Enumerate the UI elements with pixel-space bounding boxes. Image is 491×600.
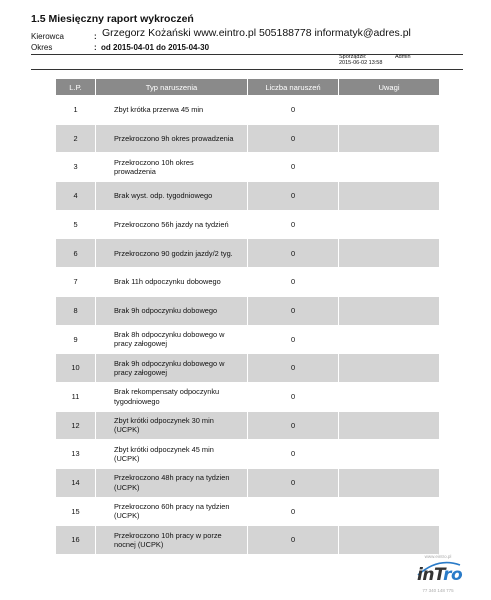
violation-type-line: Zbyt krótki odpoczynek 30 min xyxy=(114,415,214,425)
row-notes xyxy=(339,497,440,526)
violation-type-line: Przekroczono 48h pracy na tydzien xyxy=(114,473,230,483)
row-count: 0 xyxy=(248,440,339,469)
period-label: Okres xyxy=(31,43,53,52)
driver-colon: : xyxy=(94,32,97,41)
violation-type-line: (UCPK) xyxy=(114,482,140,492)
table-row xyxy=(56,382,440,411)
row-lp: 10 xyxy=(56,354,96,383)
row-lp: 4 xyxy=(56,182,96,211)
violation-type-line: pracy załogowej xyxy=(114,368,167,378)
row-lp: 16 xyxy=(56,526,96,555)
table-row xyxy=(56,468,440,497)
row-lp: 6 xyxy=(56,239,96,268)
row-count: 0 xyxy=(248,239,339,268)
row-notes xyxy=(339,182,440,211)
row-violation-type xyxy=(96,96,248,125)
row-notes xyxy=(339,440,440,469)
row-count: 0 xyxy=(248,96,339,125)
violation-type-line: (UCPK) xyxy=(114,425,140,435)
row-notes xyxy=(339,325,440,354)
row-count: 0 xyxy=(248,497,339,526)
logo-wordmark xyxy=(417,565,462,585)
table-row xyxy=(56,268,440,297)
violation-type-line: Przekroczono 9h okres prowadzenia xyxy=(114,133,234,143)
row-violation-type xyxy=(96,296,248,325)
row-lp: 7 xyxy=(56,268,96,297)
violation-type-line: Przekroczono 90 godzin jazdy/2 tyg. xyxy=(114,248,233,258)
violation-type-line: Zbyt krótka przerwa 45 min xyxy=(114,105,204,115)
row-notes xyxy=(339,468,440,497)
header-lp: L.P. xyxy=(56,79,96,96)
header-notes: Uwagi xyxy=(339,79,440,96)
row-count: 0 xyxy=(248,411,339,440)
logo-word-suffix: ro xyxy=(443,565,463,585)
violation-type-line: Zbyt krótki odpoczynek 45 min xyxy=(114,444,214,454)
row-lp: 5 xyxy=(56,210,96,239)
header-count: Liczba naruszeń xyxy=(248,79,339,96)
table-row xyxy=(56,354,440,383)
row-lp: 11 xyxy=(56,382,96,411)
table-row xyxy=(56,526,440,555)
table-row xyxy=(56,440,440,469)
row-violation-type xyxy=(96,210,248,239)
header-type: Typ naruszenia xyxy=(96,79,248,96)
violation-type-line: prowadzenia xyxy=(114,167,156,177)
table-row xyxy=(56,96,440,125)
table-row xyxy=(56,182,440,211)
prepared-by: Admin xyxy=(395,54,411,60)
intro-logo xyxy=(412,551,464,595)
row-violation-type xyxy=(96,153,248,182)
row-lp: 14 xyxy=(56,468,96,497)
row-notes xyxy=(339,124,440,153)
violation-type-line: Przekroczono 60h pracy na tydzien xyxy=(114,501,230,511)
row-notes xyxy=(339,210,440,239)
row-notes xyxy=(339,411,440,440)
table-row xyxy=(56,239,440,268)
row-count: 0 xyxy=(248,124,339,153)
violation-type-line: Brak 8h odpoczynku dobowego w xyxy=(114,329,225,339)
row-lp: 15 xyxy=(56,497,96,526)
table-header-row xyxy=(56,79,440,96)
row-violation-type xyxy=(96,440,248,469)
row-violation-type xyxy=(96,325,248,354)
row-lp: 9 xyxy=(56,325,96,354)
row-notes xyxy=(339,96,440,125)
row-count: 0 xyxy=(248,153,339,182)
row-count: 0 xyxy=(248,354,339,383)
row-lp: 8 xyxy=(56,296,96,325)
period-value: od 2015-04-01 do 2015-04-30 xyxy=(101,43,210,52)
violation-type-line: tygodniowego xyxy=(114,396,160,406)
violation-type-line: Brak 9h odpoczynku dobowego w xyxy=(114,358,225,368)
row-count: 0 xyxy=(248,268,339,297)
row-count: 0 xyxy=(248,526,339,555)
violations-table xyxy=(55,78,440,555)
row-violation-type xyxy=(96,268,248,297)
driver-value: Grzegorz Kożański www.eintro.pl 505188778 informatyk@adres.pl xyxy=(102,27,411,39)
row-violation-type xyxy=(96,239,248,268)
row-violation-type xyxy=(96,411,248,440)
table-body xyxy=(56,96,440,555)
row-lp: 13 xyxy=(56,440,96,469)
violation-type-line: nocnej (UCPK) xyxy=(114,540,164,550)
row-notes xyxy=(339,382,440,411)
row-violation-type xyxy=(96,497,248,526)
row-violation-type xyxy=(96,354,248,383)
row-violation-type xyxy=(96,182,248,211)
violation-type-line: pracy załogowej xyxy=(114,339,167,349)
table-row xyxy=(56,296,440,325)
row-violation-type xyxy=(96,468,248,497)
logo-bottom-text: 77 340 148 775 xyxy=(422,588,454,593)
row-notes xyxy=(339,296,440,325)
row-count: 0 xyxy=(248,382,339,411)
row-count: 0 xyxy=(248,468,339,497)
violation-type-line: Przekroczono 10h okres xyxy=(114,157,194,167)
report-title: 1.5 Miesięczny raport wykroczeń xyxy=(31,13,194,25)
row-count: 0 xyxy=(248,296,339,325)
meta-divider xyxy=(31,69,463,70)
violation-type-line: Brak 11h odpoczynku dobowego xyxy=(114,277,221,287)
row-notes xyxy=(339,239,440,268)
row-lp: 1 xyxy=(56,96,96,125)
logo-word-prefix: in xyxy=(417,565,434,585)
row-violation-type xyxy=(96,124,248,153)
violation-type-line: Brak 9h odpoczynku dobowego xyxy=(114,305,218,315)
period-colon: : xyxy=(94,43,97,52)
row-violation-type xyxy=(96,526,248,555)
violation-type-line: (UCPK) xyxy=(114,511,140,521)
row-lp: 12 xyxy=(56,411,96,440)
violation-type-line: Brak rekompensaty odpoczynku xyxy=(114,387,220,397)
driver-label: Kierowca xyxy=(31,32,64,41)
row-notes xyxy=(339,153,440,182)
table-row xyxy=(56,325,440,354)
row-notes xyxy=(339,354,440,383)
row-lp: 2 xyxy=(56,124,96,153)
logo-word-t: T xyxy=(433,565,444,585)
violation-type-line: Brak wyst. odp. tygodniowego xyxy=(114,191,213,201)
table-row xyxy=(56,124,440,153)
row-count: 0 xyxy=(248,325,339,354)
violation-type-line: Przekroczono 10h pracy w porze xyxy=(114,530,222,540)
row-count: 0 xyxy=(248,210,339,239)
table-row xyxy=(56,411,440,440)
table-row xyxy=(56,497,440,526)
table-row xyxy=(56,210,440,239)
row-count: 0 xyxy=(248,182,339,211)
violation-type-line: (UCPK) xyxy=(114,454,140,464)
row-lp: 3 xyxy=(56,153,96,182)
row-notes xyxy=(339,268,440,297)
logo-top-text: www.eintro.pl xyxy=(424,554,452,559)
row-violation-type xyxy=(96,382,248,411)
prepared-date: 2015-06-02 13:58 xyxy=(339,60,383,66)
table-row xyxy=(56,153,440,182)
violation-type-line: Przekroczono 56h jazdy na tydzień xyxy=(114,219,229,229)
prepared-label: Sporządził: xyxy=(339,54,367,60)
